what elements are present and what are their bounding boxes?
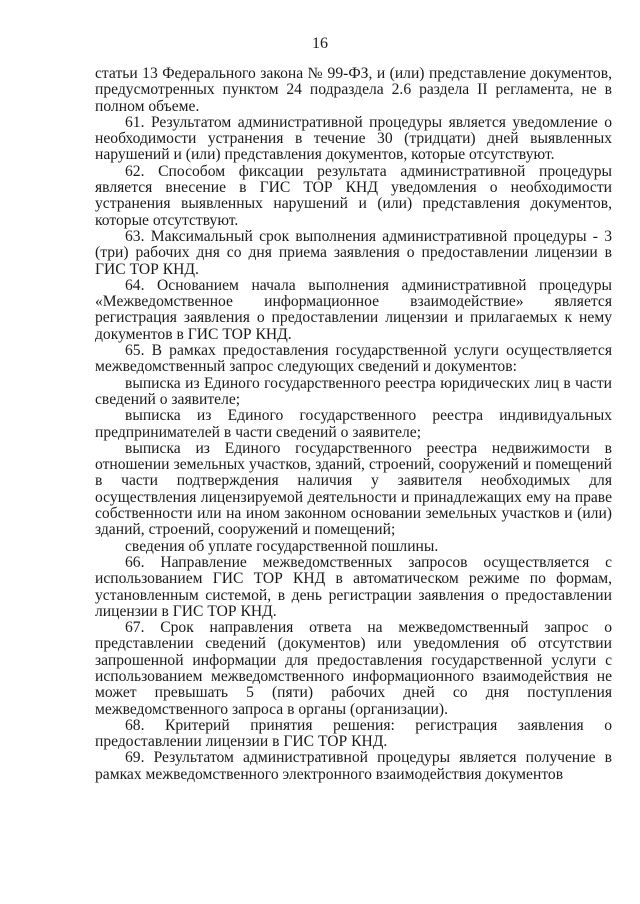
paragraph-continuation: статьи 13 Федерального закона № 99-ФЗ, и (или) представление документов, предусмотренных пунктом 24 подраздела 2.6 раздела II регламента, не в полном объеме.: [95, 65, 612, 115]
list-item-state-fee: сведения об уплате государственной пошлины.: [125, 537, 439, 555]
paragraph-65: 65. В рамках предоставления государственной услуги осуществляется межведомственный запрос следующих сведений и документов:: [95, 342, 612, 376]
paragraph-67: 67. Срок направления ответа на межведомственный запрос о представлении сведений (документов) или уведомления об отсутствии запрошенной информации для предоставления государственной услуги с использованием межведомственного информационного взаимодействия не может превышать 5 (пяти) рабочих дней со дня поступления межведомственного запроса в органы (организации).: [95, 619, 612, 718]
page-number: 16: [312, 35, 328, 52]
paragraph-66: 66. Направление межведомственных запросов осуществляется с использованием ГИС ТОР КНД в автоматическом режиме по формам, установленным системой, в день регистрации заявления о предоставлении лицензии в ГИС ТОР КНД.: [95, 553, 612, 620]
paragraph-68: 68. Критерий принятия решения: регистрация заявления о предоставлении лицензии в ГИС ТОР КНД.: [95, 716, 612, 751]
list-item-entrepreneurs-registry: выписка из Единого государственного реестра индивидуальных предпринимателей в части сведений о заявителе;: [95, 407, 612, 441]
paragraph-62: 62. Способом фиксации результата административной процедуры является внесение в ГИС ТОР КНД уведомления о необходимости устранения выявленных нарушений и (или) представления документов, которые отсутствуют.: [95, 162, 612, 229]
list-item-legal-entities-registry: выписка из Единого государственного реестра юридических лиц в части сведений о заявителе;: [95, 374, 612, 408]
paragraph-63: 63. Максимальный срок выполнения административной процедуры - 3 (три) рабочих дня со дня приема заявления о предоставлении лицензии в ГИС ТОР КНД.: [95, 227, 612, 278]
paragraph-64: 64. Основанием начала выполнения административной процедуры «Межведомственное информационное взаимодействие» является регистрация заявления о предоставлении лицензии и прилагаемых к нему документов в ГИС ТОР КНД.: [95, 276, 612, 343]
list-item-real-estate-registry: выписка из Единого государственного реестра недвижимости в отношении земельных участков, зданий, строений, сооружений и помещений в части подтверждения наличия у заявителя необходимых для осуществления лицензируемой деятельности и принадлежащих ему на праве собственности или на ином законном основании земельных участков и (или) зданий, строений, сооружений и помещений;: [95, 439, 612, 539]
paragraph-69: 69. Результатом административной процедуры является получение в рамках межведомственного электронного взаимодействия документов: [95, 749, 612, 783]
paragraph-61: 61. Результатом административной процедуры является уведомление о необходимости устранения в течение 30 (тридцати) дней выявленных нарушений и (или) представления документов, которые отсутствуют.: [95, 113, 612, 164]
document-body: [95, 66, 612, 783]
